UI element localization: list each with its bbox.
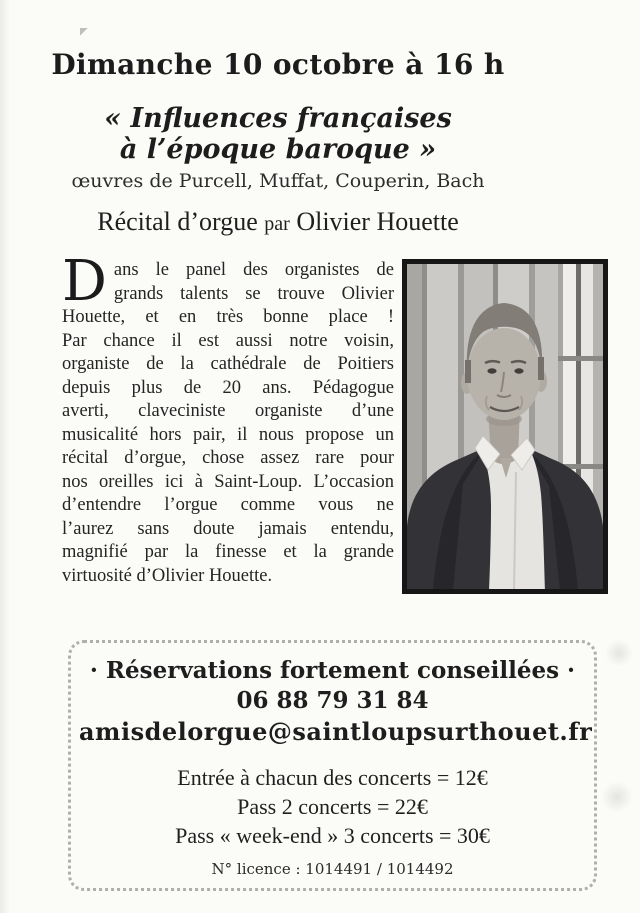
price-line-weekend: Pass « week-end » 3 concerts = 30€ bbox=[175, 823, 490, 848]
scan-smudge bbox=[604, 640, 634, 666]
article-line: récital d’orgue, chose assez rare pour bbox=[62, 448, 394, 468]
article-paragraph bbox=[62, 249, 394, 588]
price-line-entry: Entrée à chacun des concerts = 12€ bbox=[177, 765, 488, 790]
article-line: averti, claveciniste organiste d’une bbox=[62, 401, 394, 421]
article-line: virtuosité d’Olivier Houette. bbox=[62, 565, 273, 586]
works-line: œuvres de Purcell, Muffat, Couperin, Bach bbox=[71, 170, 485, 192]
article-line: Par chance il est aussi notre voisin, bbox=[62, 330, 394, 351]
booking-box bbox=[68, 640, 597, 891]
reservations-line: · Réservations fortement conseillées · bbox=[89, 657, 576, 684]
article-line: d’entendre l’orgue comme vous ne bbox=[62, 495, 394, 515]
article-line: ans le panel des organistes de bbox=[113, 260, 394, 280]
dropcap: D bbox=[62, 249, 107, 314]
scan-edge-shading bbox=[0, 0, 10, 913]
recital-artist: Olivier Houette bbox=[296, 207, 459, 236]
price-line-pass2: Pass 2 concerts = 22€ bbox=[237, 794, 428, 819]
price-list bbox=[79, 763, 586, 850]
concert-title-line2: à l’époque baroque » bbox=[119, 134, 437, 165]
date-title: Dimanche 10 octobre à 16 h bbox=[51, 48, 505, 81]
recital-par: par bbox=[264, 213, 290, 235]
recital-line bbox=[0, 207, 556, 237]
article-line: depuis plus de 20 ans. Pédagogue bbox=[62, 377, 394, 398]
phone-number: 06 88 79 31 84 bbox=[236, 687, 429, 714]
article-line: musicalité hors pair, il nous propose un bbox=[62, 424, 394, 445]
article-line: magnifié par la finesse et la grande bbox=[62, 542, 394, 562]
concert-title bbox=[0, 103, 556, 165]
article-line: grands talents se trouve Olivier bbox=[113, 283, 394, 304]
recital-prefix: Récital d’orgue bbox=[97, 207, 258, 236]
article-line: organiste de la cathédrale de Poitiers bbox=[62, 354, 394, 374]
scan-corner-mark bbox=[80, 28, 94, 36]
scan-smudge bbox=[600, 782, 634, 812]
portrait-photo-illustration bbox=[405, 262, 605, 591]
concert-title-line1: « Influences françaises bbox=[104, 103, 452, 134]
main-content bbox=[0, 249, 640, 594]
article-line: nos oreilles ici à Saint-Loup. L’occasion bbox=[62, 471, 394, 492]
portrait-photo bbox=[402, 259, 608, 594]
email-address: amisdelorgue@saintloupsurthouet.fr bbox=[79, 717, 593, 746]
article-line: Houette, et en très bonne place ! bbox=[62, 307, 394, 327]
licence-number: N° licence : 1014491 / 1014492 bbox=[211, 860, 454, 878]
article-line: l’aurez sans doute jamais entendu, bbox=[62, 518, 394, 539]
